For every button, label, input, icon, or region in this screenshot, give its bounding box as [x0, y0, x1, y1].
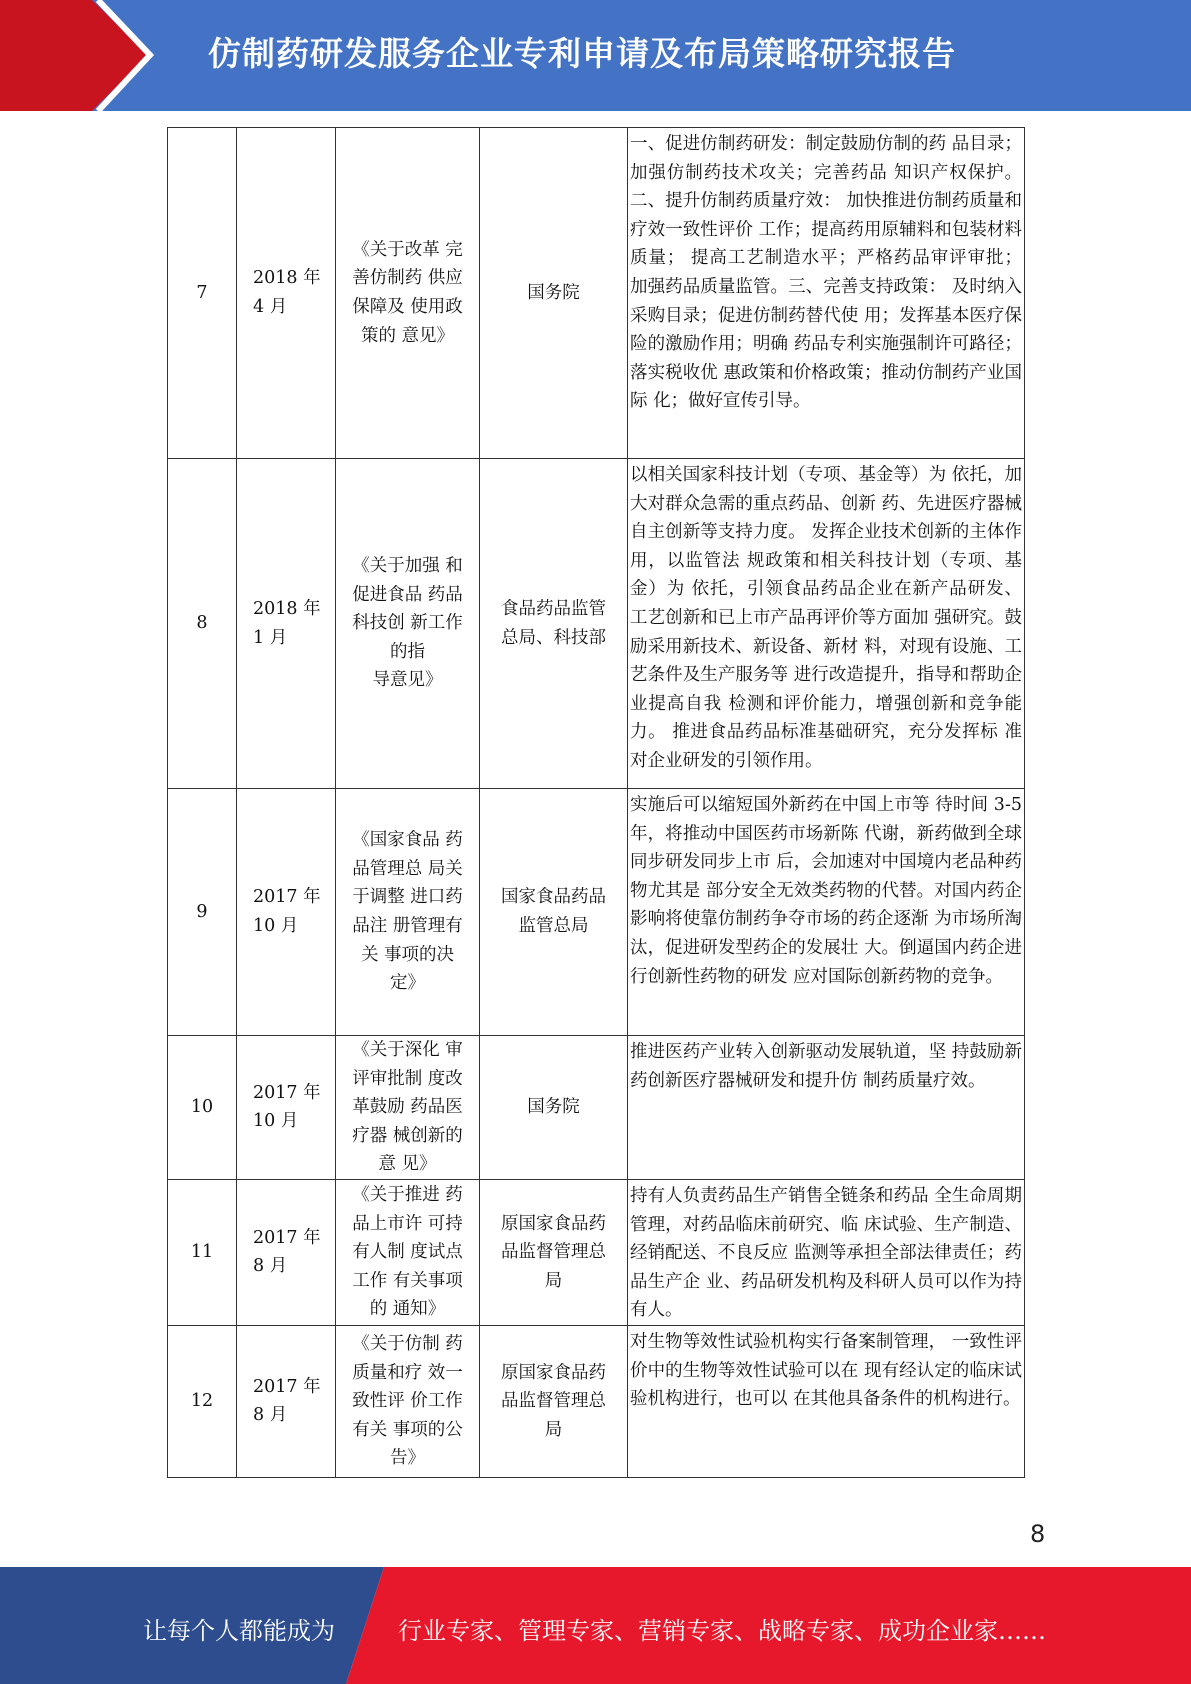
row-document-name: 《关于仿制 药 质量和疗 效一 致性评 价工作 有关 事项的公 告》 — [336, 1325, 480, 1477]
header-red-arrow-shape — [0, 0, 148, 111]
row-content: 持有人负责药品生产销售全链条和药品 全生命周期管理，对药品临床前研究、临 床试验、生产制造、经销配送、不良反应 监测等承担全部法律责任；药品生产企 业、药品研发机构及科研人员可以作为持 有人。 — [628, 1179, 1025, 1325]
footer-slogan-left: 让每个人都能成为 — [143, 1617, 335, 1645]
table-row — [168, 459, 1025, 789]
table-row — [168, 789, 1025, 1036]
row-document-name: 《关于改革 完 善仿制药 供应 保障及 使用政 策的 意见》 — [336, 128, 480, 459]
row-number: 12 — [168, 1325, 237, 1477]
page-header — [0, 0, 1191, 111]
row-number: 10 — [168, 1036, 237, 1180]
table-row — [168, 1179, 1025, 1325]
row-document-name: 《关于深化 审 评审批制 度改 革鼓励 药品医 疗器 械创新的 意 见》 — [336, 1036, 480, 1180]
row-number: 11 — [168, 1179, 237, 1325]
row-department: 原国家食品药 品监督管理总 局 — [480, 1179, 628, 1325]
row-document-name: 《关于推进 药 品上市许 可持 有人制 度试点 工作 有关事项 的 通知》 — [336, 1179, 480, 1325]
table-row — [168, 1325, 1025, 1477]
row-content: 对生物等效性试验机构实行备案制管理， 一致性评价中的生物等效性试验可以在 现有经认定的临床试验机构进行，也可以 在其他具备条件的机构进行。 — [628, 1325, 1025, 1477]
row-date: 2017 年 8 月 — [237, 1179, 336, 1325]
row-department: 国家食品药品 监管总局 — [480, 789, 628, 1036]
policy-table — [167, 127, 1025, 1478]
row-date: 2017 年 8 月 — [237, 1325, 336, 1477]
row-content: 以相关国家科技计划（专项、基金等）为 依托，加大对群众急需的重点药品、创新 药、先进医疗器械自主创新等支持力度。 发挥企业技术创新的主体作用，以监管法 规政策和相关科技计划（专项、基金）为 依托，引领食品药品企业在新产品研发、 工艺创新和已上市产品再评价等方面加 强研究。鼓励采用新技术、新设备、新材 料，对现有设施、工艺条件及生产服务等 进行改造提升，指导和帮助企业提高自我 检测和评价能力，增强创新和竞争能力。 推进食品药品标准基础研究，充分发挥标 准对企业研发的引领作用。 — [628, 459, 1025, 789]
row-number: 9 — [168, 789, 237, 1036]
row-content: 一、促进仿制药研发：制定鼓励仿制的药 品目录；加强仿制药技术攻关；完善药品 知识产权保护。二、提升仿制药质量疗效： 加快推进仿制药质量和疗效一致性评价 工作；提高药用原辅料和包装材料质量； 提高工艺制造水平；严格药品审评审批； 加强药品质量监管。三、完善支持政策： 及时纳入采购目录；促进仿制药替代使 用；发挥基本医疗保险的激励作用；明确 药品专利实施强制许可路径；落实税收优 惠政策和价格政策；推动仿制药产业国际 化；做好宣传引导。 — [628, 128, 1025, 459]
row-date: 2018 年 1 月 — [237, 459, 336, 789]
table-row — [168, 1036, 1025, 1180]
footer-slogan-right: 行业专家、管理专家、营销专家、战略专家、成功企业家…… — [398, 1617, 1046, 1645]
table-row — [168, 128, 1025, 459]
row-date: 2017 年 10 月 — [237, 789, 336, 1036]
page-footer — [0, 1567, 1191, 1684]
row-number: 8 — [168, 459, 237, 789]
row-document-name: 《关于加强 和 促进食品 药品 科技创 新工作 的指 导意见》 — [336, 459, 480, 789]
row-department: 食品药品监管 总局、科技部 — [480, 459, 628, 789]
row-content: 实施后可以缩短国外新药在中国上市等 待时间 3-5 年，将推动中国医药市场新陈 代谢，新药做到全球同步研发同步上市 后，会加速对中国境内老品种药物尤其是 部分安全无效类药物的代替。对国内药企 影响将使靠仿制药争夺市场的药企逐渐 为市场所淘汰，促进研发型药企的发展壮 大。倒逼国内药企进行创新性药物的研发 应对国际创新药物的竞争。 — [628, 789, 1025, 1036]
row-content: 推进医药产业转入创新驱动发展轨道，坚 持鼓励新药创新医疗器械研发和提升仿 制药质量疗效。 — [628, 1036, 1025, 1180]
row-number: 7 — [168, 128, 237, 459]
row-date: 2017 年 10 月 — [237, 1036, 336, 1180]
page-number: 8 — [1030, 1520, 1046, 1548]
row-department: 国务院 — [480, 128, 628, 459]
row-department: 原国家食品药 品监督管理总 局 — [480, 1325, 628, 1477]
row-department: 国务院 — [480, 1036, 628, 1180]
policy-table-body — [168, 128, 1025, 1478]
row-date: 2018 年 4 月 — [237, 128, 336, 459]
header-title: 仿制药研发服务企业专利申请及布局策略研究报告 — [208, 34, 956, 73]
row-document-name: 《国家食品 药 品管理总 局关 于调整 进口药 品注 册管理有 关 事项的决 定》 — [336, 789, 480, 1036]
